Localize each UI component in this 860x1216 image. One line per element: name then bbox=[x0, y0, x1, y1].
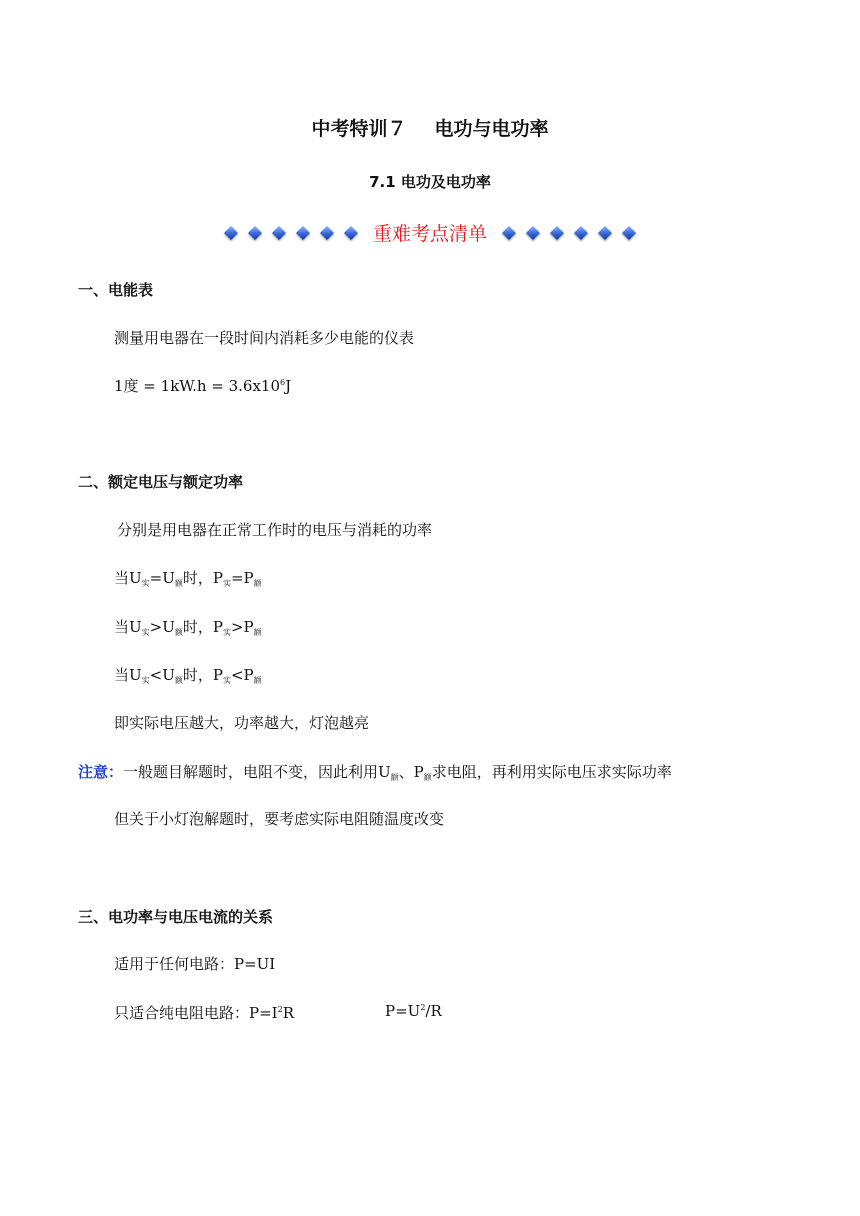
subscript-actual: 实 bbox=[222, 676, 231, 685]
section-heading-2: 二、额定电压与额定功率 bbox=[78, 473, 244, 491]
cond-text: 时，P bbox=[182, 569, 223, 587]
s2-definition: 分别是用电器在正常工作时的电压与消耗的功率 bbox=[117, 521, 433, 539]
cond-text: 时，P bbox=[182, 666, 223, 684]
diamond-icon bbox=[598, 225, 612, 239]
cond-text: <P bbox=[230, 666, 254, 684]
formula-text: /R bbox=[425, 1002, 442, 1020]
subscript-actual: 实 bbox=[141, 628, 150, 637]
title-series: 中考特训７ bbox=[311, 118, 407, 140]
page-title bbox=[0, 114, 860, 141]
cond-text: <U bbox=[149, 666, 175, 684]
s1-definition: 测量用电器在一段时间内消耗多少电能的仪表 bbox=[114, 329, 415, 347]
subscript-rated: 额 bbox=[174, 628, 183, 637]
subscript-rated: 额 bbox=[253, 628, 262, 637]
diamond-icon bbox=[272, 225, 286, 239]
s2-condition-greater bbox=[114, 616, 262, 638]
s2-note bbox=[78, 761, 672, 783]
note-text: 一般题目解题时，电阻不变，因此利用U bbox=[123, 763, 391, 781]
cond-text: >P bbox=[230, 618, 254, 636]
subscript-actual: 实 bbox=[222, 579, 231, 588]
diamond-icon bbox=[320, 225, 334, 239]
s1-formula-exponent: 6 bbox=[280, 378, 286, 387]
diamond-icon bbox=[622, 225, 636, 239]
note-label: 注意： bbox=[78, 763, 124, 781]
subscript-rated: 额 bbox=[174, 579, 183, 588]
diamond-icon bbox=[526, 225, 540, 239]
s1-formula-main: 1度 = 1kW.h = 3.6x10 bbox=[114, 377, 281, 395]
cond-text: =P bbox=[230, 569, 254, 587]
formula-text: P=U bbox=[385, 1002, 421, 1020]
formula-text: R bbox=[282, 1004, 294, 1022]
note-text: 求电阻，再利用实际电压求实际功率 bbox=[431, 763, 672, 781]
subscript-actual: 实 bbox=[141, 676, 150, 685]
diamond-icon bbox=[224, 225, 238, 239]
s2-condition-less bbox=[114, 664, 262, 686]
note-text: 、P bbox=[398, 763, 424, 781]
cond-text: 当U bbox=[114, 618, 142, 636]
formula-exponent: 2 bbox=[420, 1003, 426, 1012]
s2-conclusion: 即实际电压越大，功率越大，灯泡越亮 bbox=[114, 714, 370, 732]
subscript-actual: 实 bbox=[222, 628, 231, 637]
section-heading-1: 一、电能表 bbox=[78, 281, 154, 299]
diamond-icon bbox=[296, 225, 310, 239]
cond-text: >U bbox=[149, 618, 175, 636]
section-heading-3: 三、电功率与电压电流的关系 bbox=[78, 908, 274, 926]
cond-text: 时，P bbox=[182, 618, 223, 636]
subscript-rated: 额 bbox=[253, 579, 262, 588]
formula-exponent: 2 bbox=[277, 1005, 283, 1014]
banner-diamonds-left bbox=[225, 228, 357, 238]
subscript-rated: 额 bbox=[174, 676, 183, 685]
diamond-icon bbox=[502, 225, 516, 239]
banner-diamonds-right bbox=[503, 228, 635, 238]
cond-text: =U bbox=[149, 569, 175, 587]
diamond-icon bbox=[574, 225, 588, 239]
page-subtitle: 7.1 电功及电功率 bbox=[369, 173, 491, 191]
subscript-rated: 额 bbox=[253, 676, 262, 685]
s1-formula bbox=[114, 375, 291, 396]
diamond-icon bbox=[550, 225, 564, 239]
section-banner bbox=[0, 219, 860, 246]
s2-condition-equal bbox=[114, 567, 262, 589]
title-topic: 电功与电功率 bbox=[434, 118, 549, 140]
diamond-icon bbox=[248, 225, 262, 239]
s3-resistive-formula-alt bbox=[385, 1002, 442, 1020]
subscript-actual: 实 bbox=[141, 579, 150, 588]
subscript-rated: 额 bbox=[423, 773, 432, 782]
s3-resistive-formula bbox=[114, 1002, 294, 1023]
diamond-icon bbox=[344, 225, 358, 239]
subscript-rated: 额 bbox=[390, 773, 399, 782]
s2-note-continued: 但关于小灯泡解题时，要考虑实际电阻随温度改变 bbox=[114, 810, 445, 828]
banner-title: 重难考点清单 bbox=[372, 223, 487, 245]
cond-text: 当U bbox=[114, 666, 142, 684]
s1-formula-unit: J bbox=[285, 377, 292, 395]
cond-text: 当U bbox=[114, 569, 142, 587]
formula-text: 只适合纯电阻电路：P=I bbox=[114, 1004, 278, 1022]
s3-general-formula: 适用于任何电路：P=UI bbox=[114, 955, 276, 973]
